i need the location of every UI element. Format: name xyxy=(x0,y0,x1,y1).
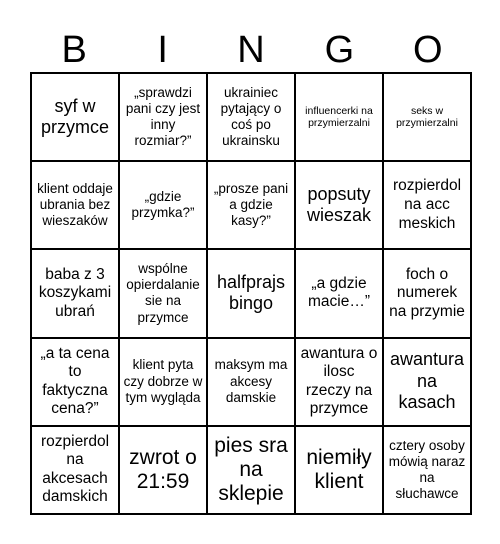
bingo-cell-r3c2[interactable]: wspólne opierdalanie sie na przymce xyxy=(119,249,207,337)
bingo-cell-r2c1[interactable]: klient oddaje ubrania bez wieszaków xyxy=(31,161,119,249)
bingo-cell-r1c3[interactable]: ukrainiec pytający o coś po ukrainsku xyxy=(207,73,295,161)
bingo-cell-r2c4[interactable]: popsuty wieszak xyxy=(295,161,383,249)
header-letter-i: I xyxy=(157,29,168,71)
bingo-header xyxy=(30,28,472,72)
bingo-grid xyxy=(30,72,472,515)
bingo-cell-r5c4[interactable]: niemiły klient xyxy=(295,426,383,514)
bingo-cell-r3c1[interactable]: baba z 3 koszykami ubrań xyxy=(31,249,119,337)
bingo-cell-r5c3[interactable]: pies sra na sklepie xyxy=(207,426,295,514)
header-letter-g: G xyxy=(324,29,355,71)
bingo-cell-r1c1[interactable]: syf w przymce xyxy=(31,73,119,161)
bingo-cell-r3c4[interactable]: „a gdzie macie…” xyxy=(295,249,383,337)
bingo-cell-r5c5[interactable]: cztery osoby mówią naraz na słuchawce xyxy=(383,426,471,514)
bingo-cell-r3c3[interactable]: halfprajs bingo xyxy=(207,249,295,337)
header-letter-n: N xyxy=(237,29,265,71)
bingo-cell-r3c5[interactable]: foch o numerek na przymie xyxy=(383,249,471,337)
bingo-cell-r5c2[interactable]: zwrot o 21:59 xyxy=(119,426,207,514)
header-letter-o: O xyxy=(413,29,443,71)
bingo-cell-r5c1[interactable]: rozpierdol na akcesach damskich xyxy=(31,426,119,514)
bingo-cell-r2c5[interactable]: rozpierdol na acc meskich xyxy=(383,161,471,249)
bingo-cell-r4c3[interactable]: maksym ma akcesy damskie xyxy=(207,338,295,426)
bingo-cell-r1c4[interactable]: influencerki na przymierzalni xyxy=(295,73,383,161)
bingo-cell-r1c5[interactable]: seks w przymierzalni xyxy=(383,73,471,161)
header-letter-b: B xyxy=(61,29,87,71)
bingo-cell-r4c5[interactable]: awantura na kasach xyxy=(383,338,471,426)
bingo-cell-r1c2[interactable]: „sprawdzi pani czy jest inny rozmiar?” xyxy=(119,73,207,161)
bingo-cell-r4c2[interactable]: klient pyta czy dobrze w tym wygląda xyxy=(119,338,207,426)
bingo-cell-r2c2[interactable]: „gdzie przymka?” xyxy=(119,161,207,249)
bingo-cell-r2c3[interactable]: „prosze pani a gdzie kasy?” xyxy=(207,161,295,249)
bingo-cell-r4c4[interactable]: awantura o ilosc rzeczy na przymce xyxy=(295,338,383,426)
bingo-cell-r4c1[interactable]: „a ta cena to faktyczna cena?” xyxy=(31,338,119,426)
